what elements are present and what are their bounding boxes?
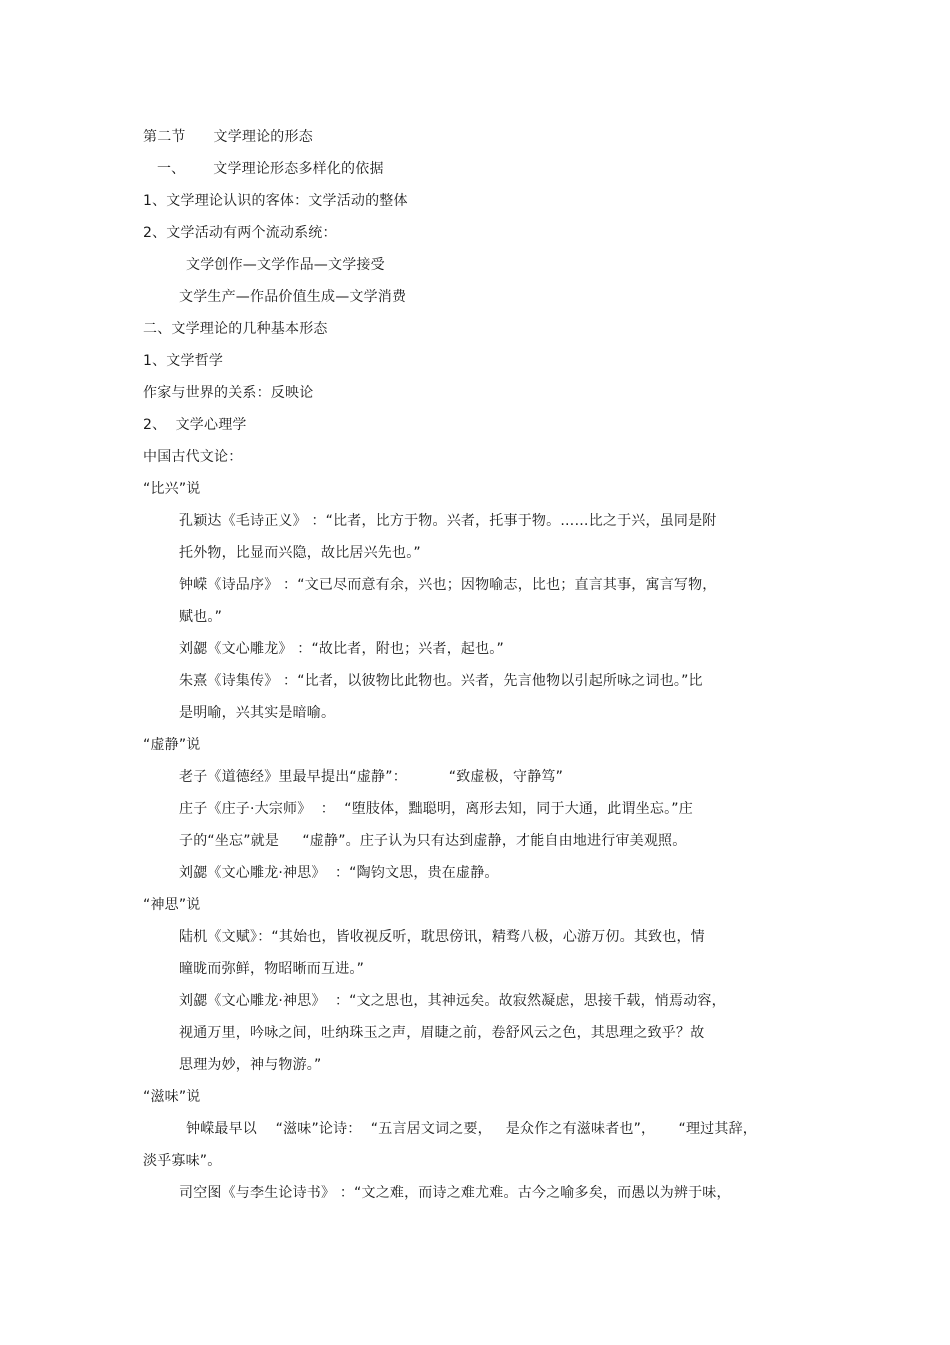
quote-line: 淡乎寡味”。 (143, 1153, 222, 1169)
quote-line: 钟嵘最早以 “滋味”论诗： “五言居文词之要， 是众作之有滋味者也”， “理过其辞， (186, 1121, 757, 1137)
quote-line: 赋也。” (179, 609, 223, 625)
text-line: 文学创作—文学作品—文学接受 (186, 257, 385, 273)
text-line: 文学生产—作品价值生成—文学消费 (179, 289, 407, 305)
quote-line: 朱熹《诗集传》 ：“比者，以彼物比此物也。兴者，先言他物以引起所咏之词也。”比 (179, 673, 703, 689)
quote-line: 刘勰《文心雕龙·神思》 ：“文之思也，其神远矣。故寂然凝虑，思接千载，悄焉动容， (179, 993, 726, 1009)
theory-heading: “虚静”说 (143, 737, 201, 753)
quote-line: 司空图《与李生论诗书》 ：“文之难，而诗之难尤难。古今之喻多矣，而愚以为辨于味， (179, 1185, 731, 1201)
quote-line: 孔颖达《毛诗正义》 ：“比者，比方于物。兴者，托事于物。……比之于兴，虽同是附 (179, 513, 717, 529)
text-line: 2、文学活动有两个流动系统： (143, 225, 337, 241)
text-line: 1、文学哲学 (143, 353, 224, 369)
quote-line: 曈昽而弥鲜，物昭晰而互进。” (179, 961, 365, 977)
quote-line: 刘勰《文心雕龙·神思》 ：“陶钧文思，贵在虚静。 (179, 865, 499, 881)
quote-line: 是明喻，兴其实是暗喻。 (179, 705, 336, 721)
quote-line: 子的“坐忘”就是 “虚静”。庄子认为只有达到虚静，才能自由地进行审美观照。 (179, 833, 687, 849)
subheading-one: 一、 文学理论形态多样化的依据 (143, 161, 384, 177)
text-line: 2、 文学心理学 (143, 417, 247, 433)
quote-line: 刘勰《文心雕龙》 ：“故比者，附也；兴者，起也。” (179, 641, 504, 657)
quote-line: 思理为妙，神与物游。” (179, 1057, 322, 1073)
quote-line: 视通万里，吟咏之间，吐纳珠玉之声，眉睫之前，卷舒风云之色，其思理之致乎？故 (179, 1025, 705, 1041)
quote-line: 托外物，比显而兴隐，故比居兴先也。” (179, 545, 421, 561)
text-line: 中国古代文论： (143, 449, 243, 465)
quote-line: 老子《道德经》里最早提出“虚静”： “致虚极，守静笃” (179, 769, 564, 785)
section-heading: 第二节 文学理论的形态 (143, 129, 313, 145)
theory-heading: “比兴”说 (143, 481, 201, 497)
quote-line: 陆机《文赋》：“其始也，皆收视反听，耽思傍讯，精骛八极，心游万仞。其致也，情 (179, 929, 705, 945)
theory-heading: “神思”说 (143, 897, 201, 913)
text-line: 作家与世界的关系：反映论 (143, 385, 314, 401)
quote-line: 庄子《庄子·大宗师》 ： “堕肢体，黜聪明，离形去知，同于大通，此谓坐忘。”庄 (179, 801, 693, 817)
text-line: 1、文学理论认识的客体：文学活动的整体 (143, 193, 408, 209)
quote-line: 钟嵘《诗品序》 ：“文已尽而意有余，兴也；因物喻志，比也；直言其事，寓言写物， (179, 577, 717, 593)
theory-heading: “滋味”说 (143, 1089, 201, 1105)
subheading-two: 二、文学理论的几种基本形态 (143, 321, 328, 337)
